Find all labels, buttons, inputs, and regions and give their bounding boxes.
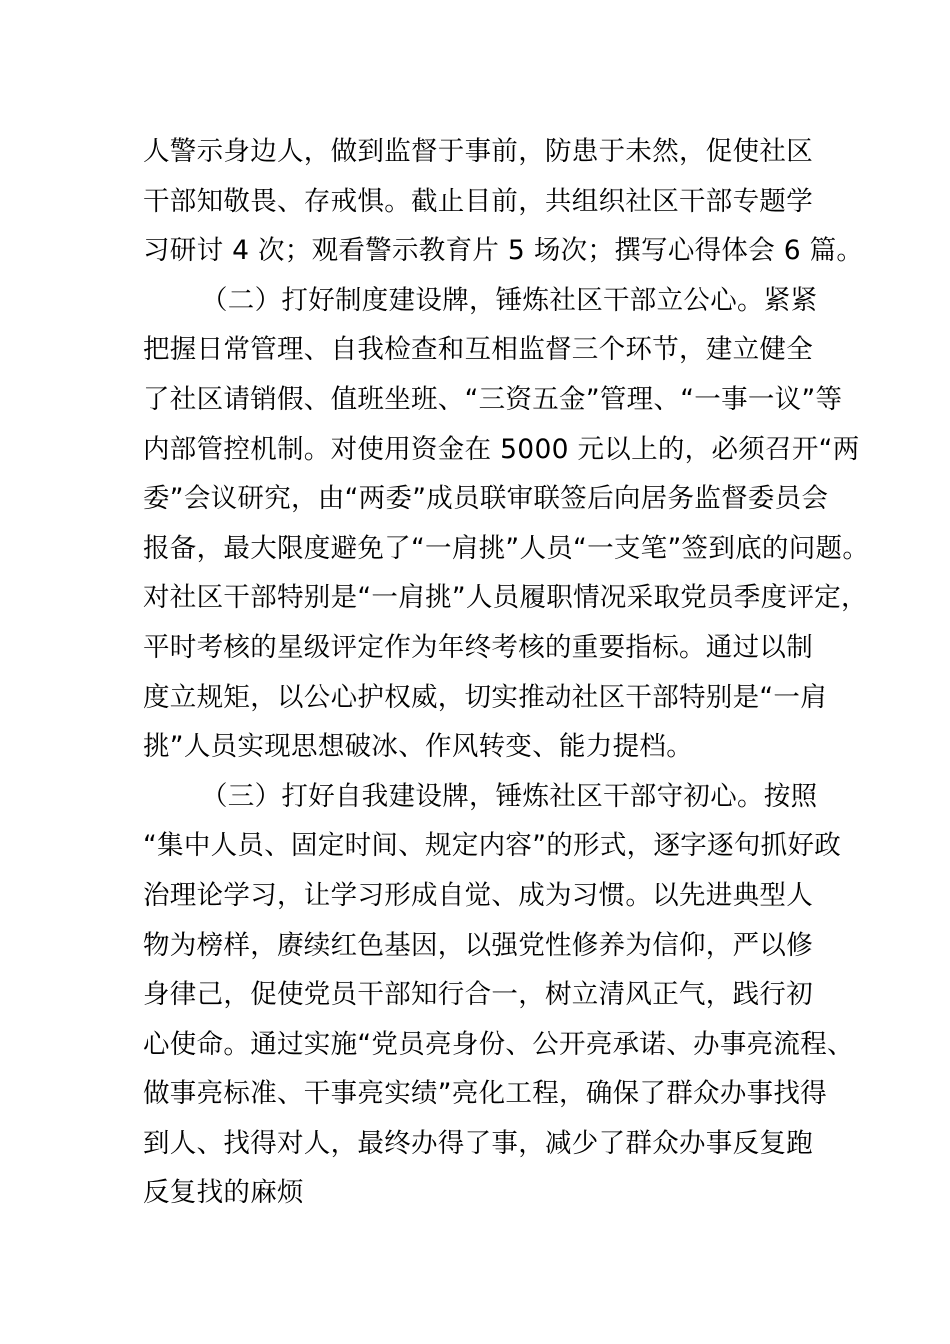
text-line: 心使命。通过实施“党员亮身份、公开亮承诺、办事亮流程、 [143,1028,854,1060]
section-heading-line: （三）打好自我建设牌，锤炼社区干部守初心。按照 [201,780,818,812]
document-body [143,127,870,1218]
text-line: 挑”人员实现思想破冰、作风转变、能力提档。 [143,731,694,763]
section-heading-line: （二）打好制度建设牌，锤炼社区干部立公心。紧紧 [201,284,818,316]
text-line: 到人、找得对人，最终办得了事，减少了群众办事反复跑 [143,1127,813,1159]
text-line: 委”会议研究，由“两委”成员联审联签后向居务监督委员会 [143,483,829,515]
text-line: 平时考核的星级评定作为年终考核的重要指标。通过以制 [143,631,813,663]
text-line: 了社区请销假、值班坐班、“三资五金”管理、“一事一议”等 [143,383,843,415]
text-line: 习研讨 4 次；观看警示教育片 5 场次；撰写心得体会 6 篇。 [143,235,864,267]
text-line: 做事亮标准、干事亮实绩”亮化工程，确保了群众办事找得 [143,1078,828,1110]
text-line: 身律己，促使党员干部知行合一，树立清风正气，践行初 [143,979,813,1011]
text-line: 度立规矩，以公心护权威，切实推动社区干部特别是“一肩 [143,681,828,713]
text-line: 把握日常管理、自我检查和互相监督三个环节，建立健全 [143,334,813,366]
text-line: “集中人员、固定时间、规定内容”的形式，逐字逐句抓好政 [143,830,842,862]
text-line: 人警示身边人，做到监督于事前，防患于未然，促使社区 [143,136,813,167]
text-line: 对社区干部特别是“一肩挑”人员履职情况采取党员季度评定， [143,582,868,614]
text-line: 治理论学习，让学习形成自觉、成为习惯。以先进典型人 [143,879,813,911]
text-line: 干部知敬畏、存戒惧。截止目前，共组织社区干部专题学 [143,185,813,217]
text-line: 报备，最大限度避免了“一肩挑”人员“一支笔”签到底的问题。 [143,532,870,564]
text-line: 反复找的麻烦 [143,1177,304,1209]
text-line: 内部管控机制。对使用资金在 5000 元以上的，必须召开“两 [143,433,860,465]
text-line: 物为榜样，赓续红色基因，以强党性修养为信仰，严以修 [143,929,813,961]
